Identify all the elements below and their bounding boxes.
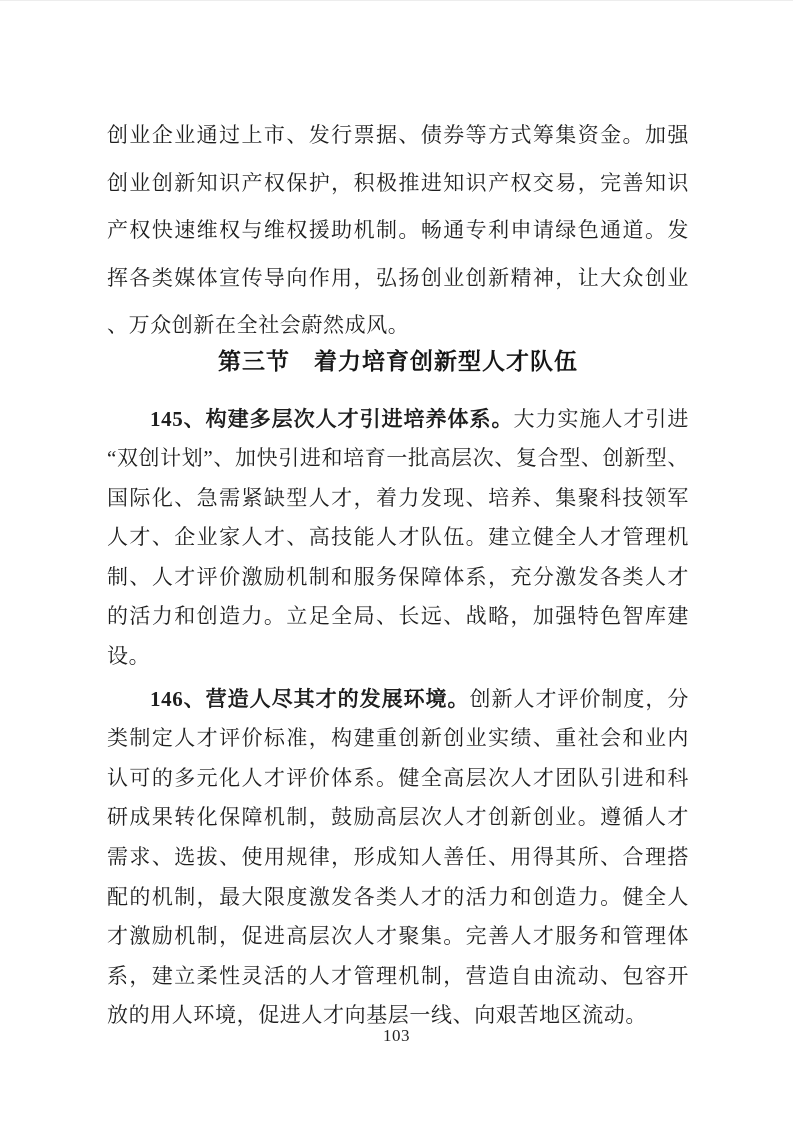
- section-heading: 第三节 着力培育创新型人才队伍: [218, 348, 578, 374]
- numbered-paragraph-145: [107, 400, 689, 677]
- page-footer: [0, 1026, 793, 1046]
- page-number: 103: [383, 1026, 410, 1045]
- paragraph-146-body: 创新人才评价制度，分类制定人才评价标准，构建重创新创业实绩、重社会和业内认可的多元化人才评价体系。健全高层次人才团队引进和科研成果转化保障机制，鼓励高层次人才创新创业。遵循人才需求、选拔、使用规律，形成知人善任、用得其所、合理搭配的机制，最大限度激发各类人才的活力和创造力。健全人才激励机制，促进高层次人才聚集。完善人才服务和管理体系，建立柔性灵活的人才管理机制，营造自由流动、包容开放的用人环境，促进人才向基层一线、向艰苦地区流动。: [107, 686, 689, 1028]
- page-edge-line: [0, 0, 793, 1]
- page-body: [107, 112, 689, 1036]
- paragraph-145-body: 大力实施人才引进“双创计划”、加快引进和培育一批高层次、复合型、创新型、国际化、急需紧缺型人才，着力发现、培养、集聚科技领军人才、企业家人才、高技能人才队伍。建立健全人才管理机制、人才评价激励机制和服务保障体系，充分激发各类人才的活力和创造力。立足全局、长远、战略，加强特色智库建设。: [107, 406, 689, 669]
- paragraph-146-lead: 146、营造人尽其才的发展环境。: [150, 686, 470, 711]
- numbered-paragraph-146: [107, 680, 689, 1036]
- paragraph-145-lead: 145、构建多层次人才引进培养体系。: [150, 406, 514, 431]
- paragraph-continuation: 创业企业通过上市、发行票据、债券等方式筹集资金。加强创业创新知识产权保护，积极推进知识产权交易，完善知识产权快速维权与维权援助机制。畅通专利申请绿色通道。发挥各类媒体宣传导向作用，弘扬创业创新精神，让大众创业、万众创新在全社会蔚然成风。: [107, 123, 689, 337]
